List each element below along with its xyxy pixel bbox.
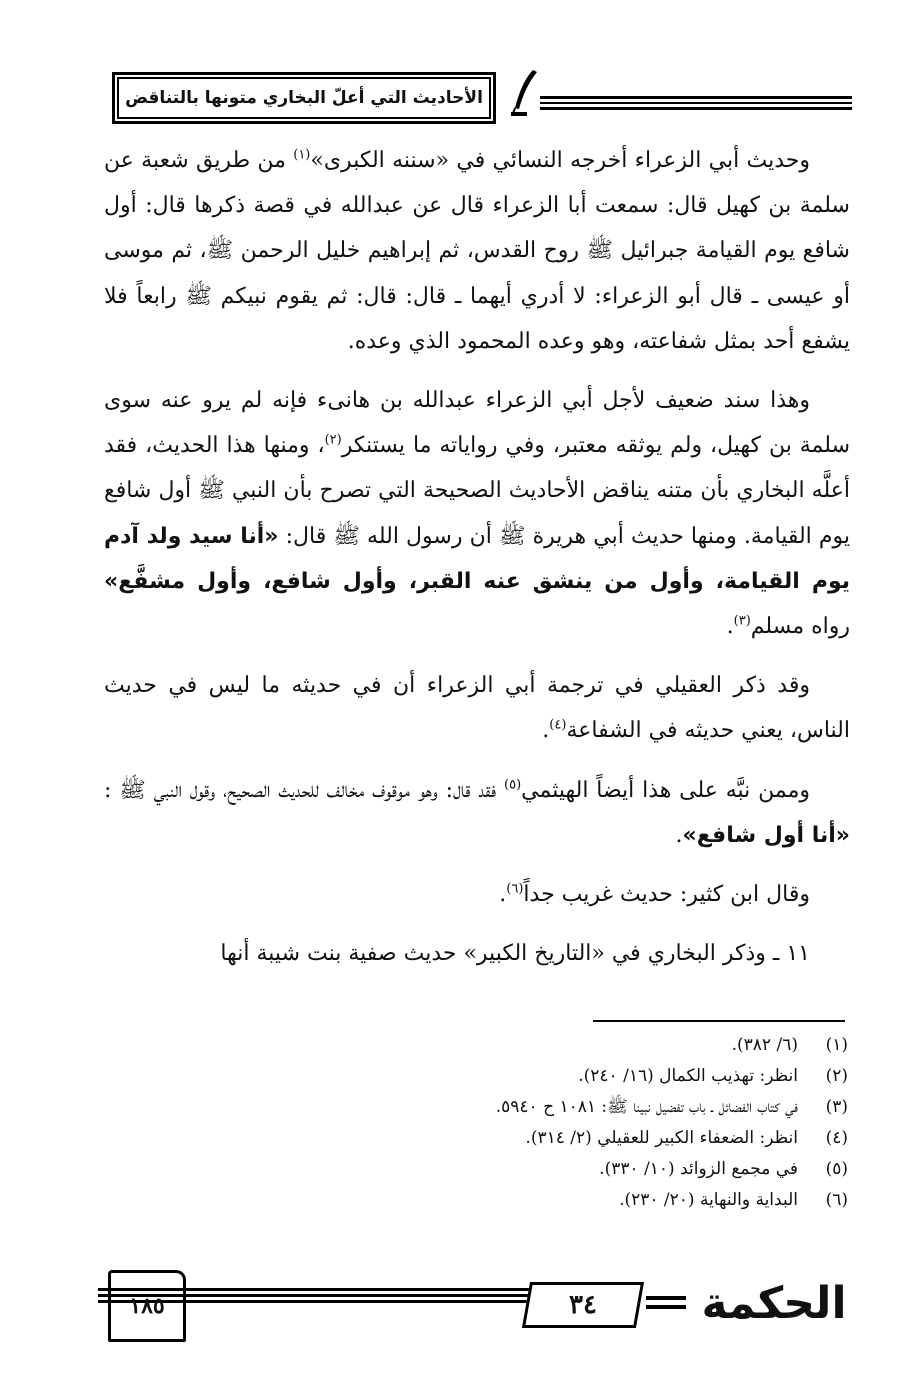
paragraph-text: ١١ ـ وذكر البخاري في «التاريخ الكبير» حديث صفية بنت شيبة أنها [220, 941, 810, 967]
footnote-text: انظر: تهذيب الكمال (١٦/ ٢٤٠). [578, 1066, 798, 1086]
footnote-number: (٣) [825, 1097, 848, 1117]
footnote-item [200, 1030, 848, 1061]
footnote-text: البداية والنهاية (٢٠/ ٢٣٠). [619, 1190, 798, 1210]
paragraph-text: وهذا سند ضعيف لأجل أبي الزعراء عبدالله بن هانىء فإنه لم يرو عنه سوى سلمة بن كهيل، ولم يوثقه معتبر، وفي رواياته ما يستنكر [104, 388, 850, 459]
footnote-reference: (٢) [324, 432, 342, 448]
footnote-item [200, 1061, 848, 1092]
footnote-item [200, 1185, 848, 1216]
paragraph-text: من طريق شعبة عن سلمة بن كهيل قال: سمعت أبا الزعراء قال عن عبدالله في قصة ذكرها قال: أول شافع يوم القيامة جبرائيل ﷺ روح القدس، ثم إبراهيم خليل الرحمن ﷺ، ثم موسى أو عيسى ـ قال أبو الزعراء: لا أدري أيهما ـ قال: قال: ثم يقوم نبيكم ﷺ رابعاً فلا يشفع أحد بمثل شفاعته، وهو وعده المحمود الذي وعده. [104, 148, 850, 354]
main-text [104, 138, 850, 990]
footnotes-list [200, 1030, 848, 1216]
body-paragraph [104, 378, 850, 649]
footnote-number: (٤) [825, 1128, 848, 1148]
footnote-number: (١) [825, 1035, 848, 1055]
footnote-item [200, 1092, 848, 1123]
body-paragraph [104, 663, 850, 753]
footer-equals-mark [646, 1296, 686, 1314]
paragraph-text: ، ومنها هذا الحديث، فقد أعلَّه البخاري بأن متنه يناقض الأحاديث الصحيحة التي تصرح بأن النبي ﷺ أول شافع يوم القيامة. ومنها حديث أبي هريرة ﷺ أن رسول الله ﷺ قال: [104, 433, 850, 549]
header-rule-lines [540, 96, 852, 113]
running-title-text: الأحاديث التي أعلّ البخاري متونها بالتناقض [125, 88, 483, 108]
footnote-reference: (١) [293, 147, 311, 163]
issue-number-box [522, 1282, 644, 1328]
footnote-reference: (٥) [504, 777, 522, 793]
footnote-separator [593, 1020, 845, 1022]
footnote-text: في كتاب الفضائل ـ باب تفضيل نبينا ﷺ: ١٠٨١ ح ٥٩٤٠. [495, 1097, 798, 1117]
body-paragraph [104, 768, 850, 858]
journal-logo [696, 1272, 852, 1334]
paragraph-text: . [675, 822, 683, 848]
journal-logo-text: الحكمة [701, 1277, 847, 1329]
page-number-box [108, 1270, 186, 1342]
paragraph-text: وقال ابن كثير: حديث غريب جداً [523, 882, 810, 908]
paragraph-text: وممن نبَّه على هذا أيضاً الهيثمي [521, 777, 810, 803]
footnote-reference: (٦) [506, 881, 524, 897]
paragraph-text: . [499, 882, 507, 908]
footnote-number: (٥) [825, 1159, 848, 1179]
hadith-quote: «أنا سيد ولد آدم يوم القيامة، وأول من ينشق عنه القبر، وأول شافع، وأول مشفَّع» [104, 523, 850, 594]
paragraph-text: رواه مسلم [750, 614, 850, 640]
footnote-item [200, 1123, 848, 1154]
paragraph-text: وحديث أبي الزعراء أخرجه النسائي في «سننه الكبرى» [310, 148, 810, 173]
paragraph-text: . [542, 718, 550, 744]
footnote-text: انظر: الضعفاء الكبير للعقيلي (٢/ ٣١٤). [525, 1128, 798, 1148]
paragraph-text: فقد قال: وهو موقوف مخالف للحديث الصحيح، وقول النبي ﷺ : [104, 777, 505, 803]
paragraph-text: وقد ذكر العقيلي في ترجمة أبي الزعراء أن في حديثه ما ليس في حديث الناس، يعني حديثه في الشفاعة [104, 673, 850, 744]
footnote-reference: (٤) [549, 718, 567, 734]
footnote-number: (٦) [825, 1190, 848, 1210]
hadith-quote: «أنا أول شافع» [682, 822, 850, 848]
page-number: ١٨٥ [129, 1293, 165, 1319]
footnote-reference: (٣) [733, 613, 751, 629]
running-title [112, 72, 496, 124]
body-paragraph [104, 931, 850, 976]
body-paragraph [104, 872, 850, 917]
page-footer [0, 1262, 915, 1352]
issue-number: ٣٤ [569, 1290, 597, 1320]
footnote-number: (٢) [825, 1066, 848, 1086]
footnote-item [200, 1154, 848, 1185]
footnote-text: في مجمع الزوائد (١٠/ ٣٣٠). [599, 1159, 798, 1179]
footnote-text: (٦/ ٣٨٢). [731, 1035, 798, 1055]
body-paragraph [104, 138, 850, 364]
quill-pen-icon [505, 68, 541, 120]
page-header [0, 60, 915, 140]
paragraph-text: . [726, 614, 734, 640]
